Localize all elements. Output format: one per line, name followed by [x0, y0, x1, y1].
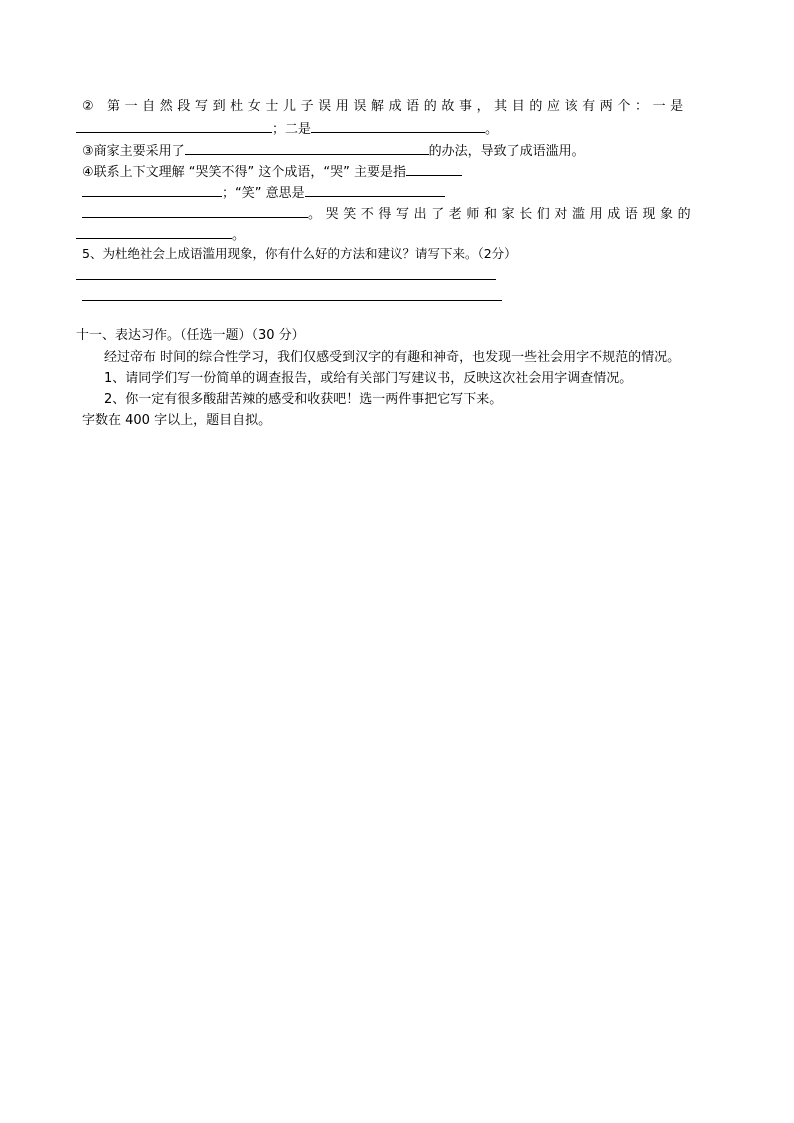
q4-cry-blank-2[interactable]: [82, 182, 222, 197]
q5-answer-line-1[interactable]: [76, 279, 496, 280]
q3-prefix: ③商家主要采用了: [82, 144, 185, 159]
section11-option-1: 1、请同学们写一份简单的调查报告，或给有关部门写建议书，反映这次社会用字调查情况。: [104, 371, 633, 386]
section11-option-2: 2、你一定有很多酸甜苦辣的感受和收获吧！选一两件事把它写下来。: [104, 392, 503, 407]
q4-cry-blank-1[interactable]: [406, 161, 462, 176]
q2-line2: [76, 118, 498, 139]
section11-requirement: 字数在 400 字以上，题目自拟。: [82, 413, 272, 428]
q4-laugh-blank[interactable]: [305, 182, 445, 197]
q2-answer-blank-1[interactable]: [76, 118, 272, 133]
q2-separator: ；二是: [272, 122, 312, 137]
q4-line2: [82, 182, 445, 203]
q4-prefix: ④联系上下文理解 “哭笑不得” 这个成语，“哭” 主要是指: [82, 165, 406, 180]
q4-line1: [82, 161, 462, 182]
q4-line4: [76, 224, 245, 245]
q4-line3: [82, 203, 695, 224]
q2-answer-blank-2[interactable]: [311, 118, 485, 133]
q4-mid: ；“笑” 意思是: [222, 186, 305, 201]
q2-line1: ② 第一自然段写到杜女士儿子误用误解成语的故事，其目的应该有两个：一是: [82, 99, 688, 114]
q5-answer-line-2[interactable]: [82, 300, 502, 301]
q4-end: 。: [232, 228, 246, 243]
section11-title: 十一、表达习作。（任选一题）（30 分）: [76, 328, 305, 343]
q3-line: [82, 140, 585, 161]
q2-end: 。: [485, 122, 499, 137]
q3-suffix: 的办法，导致了成语滥用。: [428, 144, 585, 159]
q5-prompt: 5、为杜绝社会上成语滥用现象，你有什么好的方法和建议？请写下来。（2分）: [82, 246, 517, 261]
q4-answer-blank-3[interactable]: [82, 203, 308, 218]
q3-answer-blank[interactable]: [185, 140, 429, 155]
q4-answer-blank-4[interactable]: [76, 224, 232, 239]
section11-intro: 经过帝布 时间的综合性学习，我们仅感受到汉字的有趣和神奇，也发现一些社会用字不规范的情况。: [104, 350, 681, 365]
q4-line3-text: 。哭笑不得写出了老师和家长们对滥用成语现象的: [308, 207, 696, 222]
